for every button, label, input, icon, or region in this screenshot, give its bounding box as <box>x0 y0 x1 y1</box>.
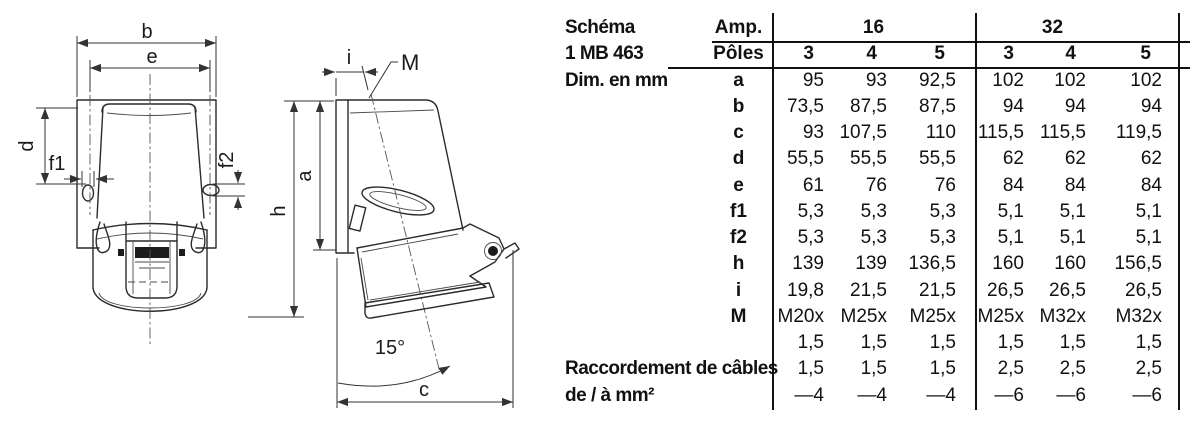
amp-group-32: 32 <box>1041 17 1064 39</box>
dimension-grid <box>565 15 1180 409</box>
dim-value: —6 <box>1132 384 1162 406</box>
dim-value: 94 <box>1140 95 1162 117</box>
dim-value: 87,5 <box>919 95 956 117</box>
dim-value: 62 <box>1140 148 1162 170</box>
latch-pin-left <box>118 249 124 256</box>
dim-value: 94 <box>1064 95 1086 117</box>
latch-pin-right <box>179 249 185 256</box>
dim-value: 5,3 <box>860 227 887 249</box>
dim-value: 87,5 <box>850 95 887 117</box>
schema-label: Schéma <box>565 17 635 39</box>
dim-label-c: c <box>419 379 429 401</box>
axis-centerline <box>371 94 440 373</box>
dim-value: 55,5 <box>850 148 887 170</box>
dim-value: 1,5 <box>929 332 956 354</box>
dim-value: 5,3 <box>929 227 956 249</box>
body-top <box>102 104 196 112</box>
dim-value: 5,3 <box>929 200 956 222</box>
wall-plate <box>77 100 216 248</box>
dim-value: 73,5 <box>787 95 824 117</box>
dim-value: 21,5 <box>850 279 887 301</box>
dim-value: 5,1 <box>1059 227 1086 249</box>
row-label <box>565 120 705 146</box>
dim-value: 26,5 <box>1049 279 1086 301</box>
dim-value: 19,8 <box>787 279 824 301</box>
dim-value: 55,5 <box>787 148 824 170</box>
dim-value: 136,5 <box>908 253 956 275</box>
technical-drawing <box>0 0 565 427</box>
poles-16-4: 4 <box>866 43 877 65</box>
dim-value: 107,5 <box>839 122 887 144</box>
dim-value: 139 <box>792 253 824 275</box>
lid-outline <box>357 248 486 307</box>
dim-value: 1,5 <box>797 358 824 380</box>
dim-value: 5,3 <box>860 200 887 222</box>
dim-value: —4 <box>926 384 956 406</box>
dim-value: M32x <box>1115 305 1162 327</box>
dim-label-b: b <box>141 21 153 43</box>
dim-value: 95 <box>802 69 824 91</box>
dim-value: 5,1 <box>1135 227 1162 249</box>
dim-value: 5,1 <box>997 227 1024 249</box>
dim-value: M25x <box>840 305 887 327</box>
row-label <box>565 146 705 172</box>
dim-value: 84 <box>1064 174 1086 196</box>
dim-key: a <box>733 69 744 91</box>
poles-32-4: 4 <box>1065 43 1076 65</box>
dim-value: 160 <box>1054 253 1086 275</box>
dim-key: e <box>733 174 744 196</box>
latch-hook <box>504 243 519 258</box>
dim-value: 62 <box>1002 148 1024 170</box>
dim-label-i: i <box>346 47 352 69</box>
wall-flange <box>336 100 354 253</box>
row-label <box>565 199 705 225</box>
angle-arc <box>338 366 450 386</box>
dim-value: 119,5 <box>1115 122 1162 144</box>
dim-value: 76 <box>934 174 956 196</box>
dim-value: 55,5 <box>919 148 956 170</box>
dim-value: 94 <box>1002 95 1024 117</box>
latch-pivot-pin <box>488 246 498 256</box>
dim-value: —6 <box>1056 384 1086 406</box>
dim-value: 61 <box>802 174 824 196</box>
dim-label-d: d <box>16 140 38 152</box>
dim-value: 160 <box>992 253 1024 275</box>
poles-32-5: 5 <box>1140 43 1151 65</box>
poles-16-3: 3 <box>803 43 814 65</box>
dim-value: 102 <box>1130 69 1162 91</box>
row-label <box>565 251 705 277</box>
row-label: de / à mm² <box>565 384 654 406</box>
schema-value: 1 MB 463 <box>565 43 644 65</box>
row-label <box>565 304 705 330</box>
dim-key: h <box>732 253 745 275</box>
dim-value: M25x <box>909 305 956 327</box>
dim-value: 1,5 <box>929 358 956 380</box>
row-label <box>565 278 705 304</box>
dim-value: —6 <box>994 384 1024 406</box>
dim-label-h: h <box>268 205 290 217</box>
dim-value: 93 <box>802 122 824 144</box>
dim-value: 26,5 <box>1125 279 1162 301</box>
row-label: Raccordement de câbles <box>565 358 778 380</box>
gland-clip <box>349 205 365 231</box>
dim-key: f1 <box>730 200 747 222</box>
cable-gland <box>359 181 436 220</box>
dim-label-m: M <box>401 50 420 75</box>
dim-value: 156,5 <box>1114 253 1162 275</box>
dim-key: f2 <box>730 227 747 249</box>
dim-value: 2,5 <box>1059 358 1086 380</box>
dim-value: 102 <box>1054 69 1086 91</box>
latch-grip <box>135 247 169 258</box>
dim-value: 1,5 <box>860 358 887 380</box>
dim-key: d <box>732 148 745 170</box>
front-view <box>16 21 304 344</box>
row-label: Dim. en mm <box>565 69 668 91</box>
poles-16-5: 5 <box>934 43 945 65</box>
dim-value: —4 <box>857 384 887 406</box>
dim-value: 21,5 <box>919 279 956 301</box>
dim-value: —4 <box>794 384 824 406</box>
poles-32-3: 3 <box>1003 43 1014 65</box>
dim-value: 115,5 <box>977 122 1024 144</box>
dim-key: M <box>730 305 747 327</box>
poles-label: Pôles <box>713 43 764 65</box>
dim-value: M32x <box>1039 305 1086 327</box>
dim-value: 5,1 <box>1059 200 1086 222</box>
dim-value: 92,5 <box>919 69 956 91</box>
dim-value: 76 <box>865 174 887 196</box>
dim-value: M25x <box>977 305 1024 327</box>
dim-key: b <box>732 95 745 117</box>
dim-key: c <box>733 122 744 144</box>
dim-value: 1,5 <box>1059 332 1086 354</box>
dim-value: 110 <box>925 122 956 144</box>
dim-value: 26,5 <box>987 279 1024 301</box>
row-label <box>565 225 705 251</box>
dim-value: 1,5 <box>860 332 887 354</box>
dim-value: 115,5 <box>1039 122 1086 144</box>
dim-value: 84 <box>1140 174 1162 196</box>
dim-value: 1,5 <box>797 332 824 354</box>
dim-label-e: e <box>146 46 158 68</box>
m-leader <box>369 62 398 98</box>
row-label <box>565 330 772 356</box>
amp-group-16: 16 <box>862 17 885 39</box>
dim-label-f1: f1 <box>48 153 66 175</box>
angle-label: 15° <box>374 337 406 359</box>
dim-value: 62 <box>1064 148 1086 170</box>
dim-value: 5,1 <box>997 200 1024 222</box>
dim-value: M20x <box>777 305 824 327</box>
dim-value: 2,5 <box>1135 358 1162 380</box>
dim-key: i <box>735 279 742 301</box>
dimension-table <box>565 15 1180 415</box>
dim-value: 102 <box>992 69 1024 91</box>
row-label <box>565 94 705 120</box>
lid-top-edge <box>357 228 463 248</box>
dim-value: 5,3 <box>797 200 824 222</box>
dim-value: 1,5 <box>1135 332 1162 354</box>
dim-value: 84 <box>1002 174 1024 196</box>
dim-value: 5,3 <box>797 227 824 249</box>
dim-value: 1,5 <box>997 332 1024 354</box>
row-label <box>565 173 705 199</box>
dim-value: 5,1 <box>1135 200 1162 222</box>
body-sides <box>97 107 204 218</box>
dim-value: 139 <box>855 253 887 275</box>
dim-value: 93 <box>865 69 887 91</box>
dim-value: 2,5 <box>997 358 1024 380</box>
dim-label-a: a <box>294 170 316 182</box>
slot-f1 <box>83 185 94 201</box>
amp-label: Amp. <box>714 17 763 39</box>
dim-label-f2: f2 <box>216 151 238 169</box>
side-view <box>292 47 519 408</box>
